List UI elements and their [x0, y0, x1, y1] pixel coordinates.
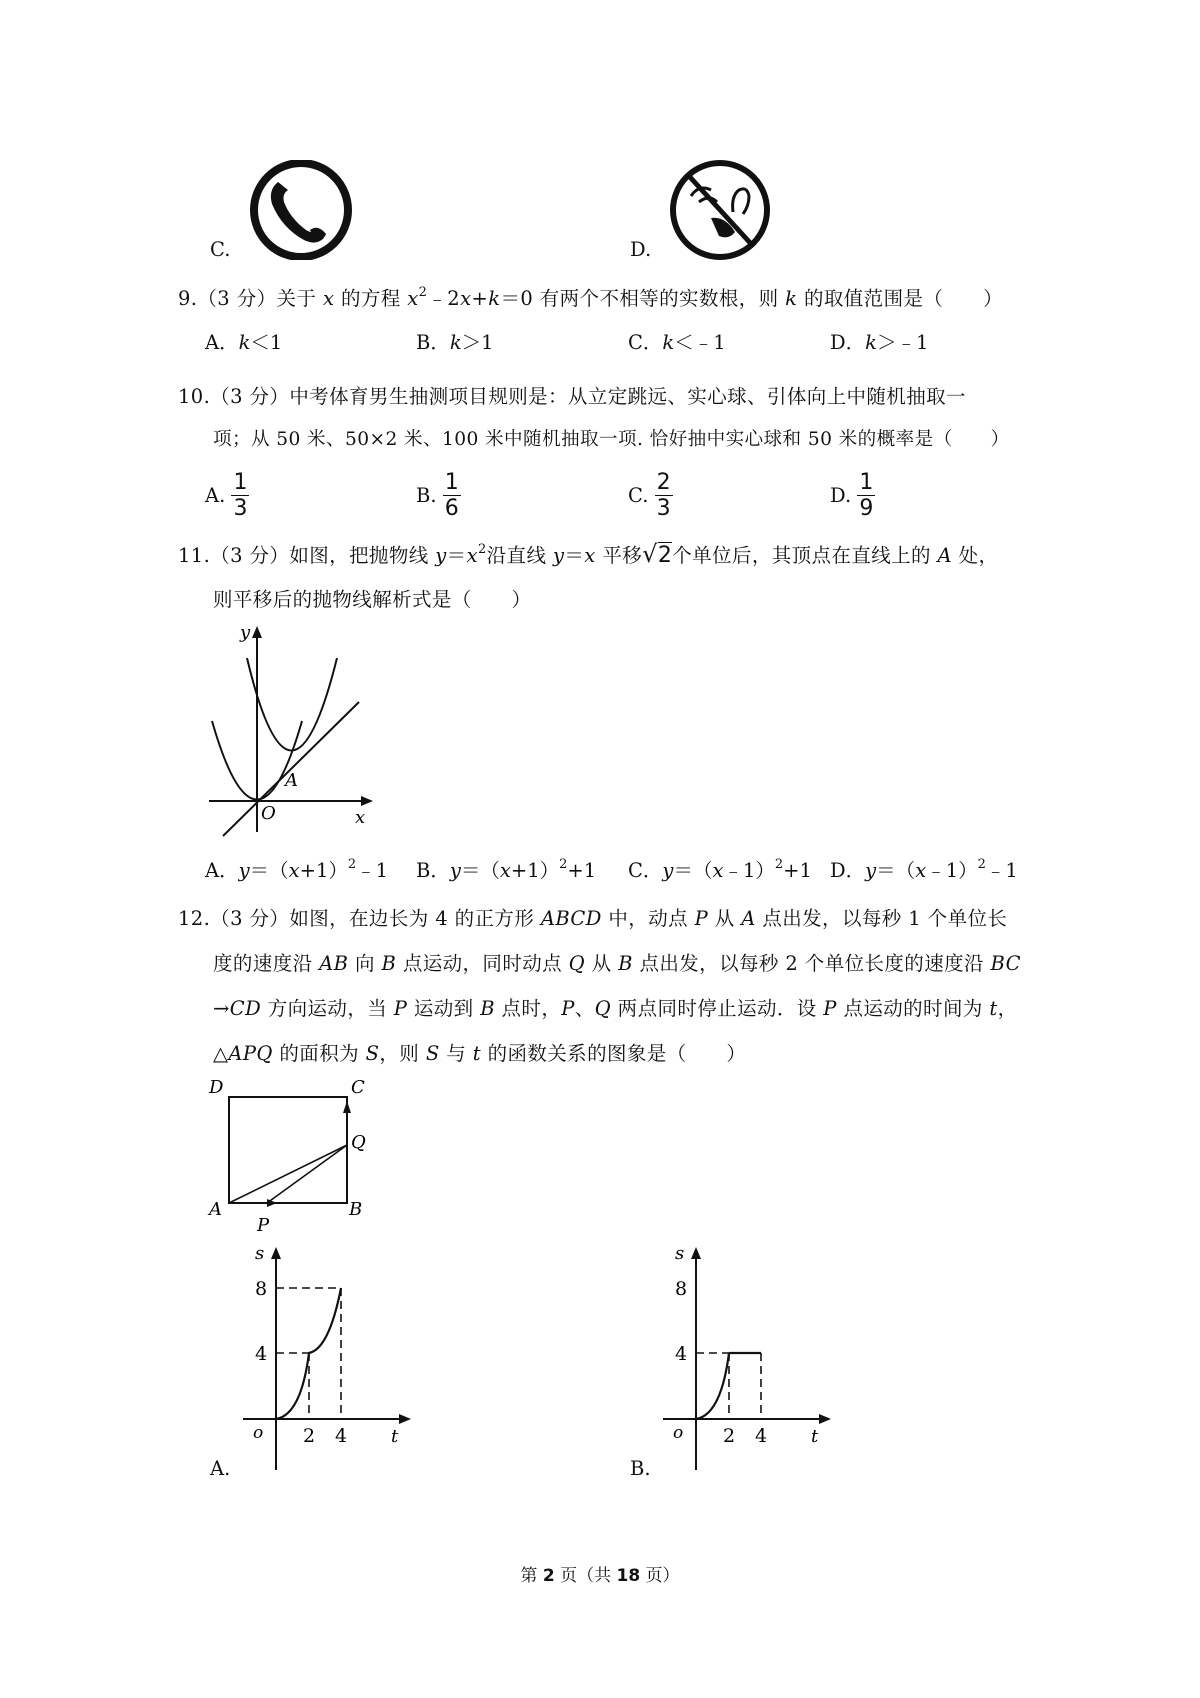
graph-b-label-x4: 4 [755, 1425, 768, 1447]
q11-text: 沿直线 [486, 544, 547, 567]
option-text: ＜1 [250, 331, 283, 354]
q10-option-d [830, 470, 875, 521]
q11-var: x [584, 544, 596, 567]
q12-var: Q [594, 997, 612, 1020]
denominator: 6 [444, 496, 459, 521]
q12-text: 的面积为 [279, 1042, 360, 1065]
option-text: ﹣1 [356, 859, 389, 882]
option-label: D． [830, 859, 866, 882]
option-var: x [712, 859, 724, 882]
option-label: B. [416, 484, 437, 507]
option-exp: 2 [774, 857, 784, 872]
q9-eq-x: x [407, 287, 419, 310]
q12-stem-line1 [178, 903, 1007, 931]
graph-a-label-4: 4 [255, 1343, 268, 1365]
graph-a-label-t: t [391, 1426, 399, 1447]
q9-text: 的方程 [340, 287, 401, 310]
option-label: D. [830, 484, 852, 507]
q11-var: A [937, 544, 953, 567]
q11-option-b [416, 855, 596, 883]
option-label: C． [628, 331, 663, 354]
fraction [857, 470, 875, 521]
q12-text: △ [213, 1042, 229, 1065]
q9-option-c [628, 327, 726, 355]
option-text: ＝（ [460, 859, 500, 882]
q12-text: → [213, 997, 230, 1020]
option-text: ＝（ [249, 859, 289, 882]
q12-var: B [381, 952, 397, 975]
option-text: +1） [299, 859, 348, 882]
q10-option-a [205, 470, 249, 521]
denominator: 9 [859, 496, 874, 521]
q12-text: 、 [574, 997, 595, 1020]
numerator: 1 [233, 470, 248, 495]
option-text: ＞﹣1 [876, 331, 929, 354]
option-exp: 2 [347, 857, 357, 872]
q12-var: S [365, 1042, 380, 1065]
q12-var: P [694, 907, 709, 930]
q12-option-b [625, 1245, 845, 1485]
q12-text: ，则 [379, 1042, 420, 1065]
q11-var: y [435, 544, 447, 567]
page-footer [0, 1561, 1200, 1586]
numerator: 1 [859, 470, 874, 495]
q11-text: 则平移后的抛物线解析式是（ ） [213, 588, 532, 611]
graph-a-label-s: s [255, 1245, 265, 1264]
option-text: +1 [567, 859, 597, 882]
fig-label-x: x [355, 807, 366, 828]
footer-text: 第 [520, 1566, 543, 1586]
q12-graph-b [663, 1245, 843, 1470]
option-var: k [238, 331, 251, 354]
option-var: x [915, 859, 927, 882]
sq-label-d: D [209, 1077, 224, 1098]
q12-var: CD [229, 997, 262, 1020]
option-var: y [238, 859, 250, 882]
q12-text: 与 [446, 1042, 467, 1065]
q11-text: ＝ [446, 544, 467, 567]
option-text: ﹣1 [985, 859, 1018, 882]
q12-text: 运动到 [413, 997, 474, 1020]
option-var: y [865, 859, 877, 882]
option-text: ﹣1） [926, 859, 978, 882]
q11-text: 处， [958, 544, 999, 567]
q11-text: 个单位后，其顶点在直线上的 [672, 544, 931, 567]
sqrt-value: 2 [657, 543, 673, 568]
sq-label-b: B [349, 1199, 363, 1220]
q11-stem-line1 [178, 540, 998, 568]
q12-var: t [472, 1042, 481, 1065]
option-var: k [449, 331, 462, 354]
option-var: x [288, 859, 300, 882]
option-text: ＝（ [673, 859, 713, 882]
q12-var: APQ [228, 1042, 273, 1065]
graph-b-label-4: 4 [675, 1343, 688, 1365]
option-label: A． [205, 331, 239, 354]
q12-square-figure [205, 1075, 375, 1235]
option-text: ＝（ [876, 859, 916, 882]
option-label: C． [628, 859, 663, 882]
option-label: C. [628, 484, 649, 507]
q11-option-a [205, 855, 388, 883]
no-smoking-icon [655, 160, 785, 260]
option-var: k [662, 331, 675, 354]
q11-var: y [552, 544, 565, 567]
graph-a-label-x4: 4 [335, 1425, 348, 1447]
q8-option-c-label: C. [210, 238, 231, 261]
q9-var: k [785, 287, 798, 310]
q12-text: 从 [714, 907, 735, 930]
sq-label-c: C [351, 1077, 365, 1098]
page-number: 2 [542, 1566, 555, 1586]
option-label: D． [830, 331, 866, 354]
option-label: B． [416, 331, 450, 354]
q9-stem [178, 283, 1003, 311]
q10-number: 10. [178, 385, 211, 408]
q10-text: 项；从 50 米、50×2 米、100 米中随机抽取一项. 恰好抽中实心球和 50 米的概率是（ ） [213, 429, 1010, 450]
telephone-icon [238, 160, 368, 260]
q11-option-d [830, 855, 1018, 883]
q12-text: 向 [354, 952, 375, 975]
graph-b-label-8: 8 [675, 1278, 688, 1300]
q11-number: 11. [178, 544, 211, 567]
q12-stem-line2 [213, 948, 1021, 976]
q12-var: P [823, 997, 837, 1020]
graph-b-label-t: t [811, 1426, 819, 1447]
q12-text: 如图，在边长为 4 的正方形 [289, 907, 535, 930]
q11-figure [205, 618, 375, 838]
q9-text: 的取值范围是（ ） [803, 287, 1003, 310]
q12-option-a-label: A. [210, 1457, 231, 1480]
q12-text: 点出发，以每秒 1 个单位长 [762, 907, 1008, 930]
q12-text: 点出发，以每秒 2 个单位长度的速度沿 [639, 952, 984, 975]
q12-text: 的函数关系的图象是（ ） [487, 1042, 747, 1065]
q10-option-b [416, 470, 461, 521]
page-total: 18 [616, 1566, 641, 1586]
q12-stem-line4 [213, 1038, 746, 1066]
fraction [443, 470, 461, 521]
q12-score: （3 分） [210, 907, 290, 930]
numerator: 2 [656, 470, 671, 495]
option-exp: 2 [977, 857, 986, 872]
q12-text: 点运动的时间为 [843, 997, 983, 1020]
q12-text: 点时， [501, 997, 562, 1020]
q9-option-b [416, 327, 494, 355]
graph-a-label-2: 2 [303, 1425, 316, 1447]
q11-option-c [628, 855, 812, 883]
fraction [231, 470, 249, 521]
graph-b-label-2: 2 [723, 1425, 736, 1447]
option-text: ＞1 [461, 331, 494, 354]
denominator: 3 [656, 496, 671, 521]
q12-var: B [480, 997, 495, 1020]
q12-var: P [393, 997, 408, 1020]
q10-stem-line1 [178, 381, 966, 409]
q11-text: ＝ [564, 544, 585, 567]
q12-text: 中，动点 [608, 907, 688, 930]
option-exp: 2 [559, 857, 568, 872]
q12-var: BC [990, 952, 1021, 975]
q12-var: Q [568, 952, 586, 975]
option-text: +1） [510, 859, 560, 882]
q11-var: x [466, 544, 478, 567]
q12-graph-a [243, 1245, 423, 1470]
sq-label-q: Q [351, 1132, 366, 1153]
q9-eq-exp: 2 [418, 285, 428, 300]
q10-stem-line2 [213, 425, 1010, 451]
q12-var: t [989, 997, 998, 1020]
option-text: ＜﹣1 [674, 331, 726, 354]
graph-a-label-8: 8 [255, 1278, 268, 1300]
q12-var: AB [319, 952, 349, 975]
option-var: y [449, 859, 461, 882]
option-var: y [662, 859, 674, 882]
q9-score: （3 分） [197, 287, 277, 310]
q9-eq: k [488, 287, 501, 310]
q9-eq: + [471, 287, 489, 310]
q9-text: 关于 [276, 287, 317, 310]
q11-text: 平移 [602, 544, 643, 567]
q8-option-c [205, 160, 355, 260]
q9-var: x [322, 287, 335, 310]
option-var: x [499, 859, 511, 882]
q11-score: （3 分） [210, 544, 290, 567]
q9-eq: x [460, 287, 472, 310]
option-var: k [865, 331, 877, 354]
option-label: A. [205, 484, 226, 507]
q12-option-a [205, 1245, 425, 1485]
numerator: 1 [444, 470, 459, 495]
option-label: B． [416, 859, 450, 882]
footer-text: 页（共 [554, 1566, 617, 1586]
q10-text: 中考体育男生抽测项目规则是：从立定跳远、实心球、引体向上中随机抽取一 [289, 385, 966, 408]
q12-stem-line3 [213, 993, 1018, 1021]
q12-text: 方向运动，当 [267, 997, 388, 1020]
option-label: A． [205, 859, 239, 882]
sqrt-sign-icon: √ [642, 540, 658, 568]
option-text: ﹣1） [723, 859, 775, 882]
q9-text: ＝0 有两个不相等的实数根，则 [500, 287, 779, 310]
sq-label-a: A [209, 1199, 222, 1220]
sq-label-p: P [257, 1215, 270, 1235]
footer-text: 页） [640, 1566, 680, 1586]
q11-exp: 2 [477, 542, 487, 557]
q9-number: 9. [178, 287, 198, 310]
q12-text: ， [997, 997, 1018, 1020]
q12-text: 从 [591, 952, 612, 975]
q12-option-b-label: B. [630, 1457, 651, 1480]
q10-score: （3 分） [210, 385, 290, 408]
q12-number: 12. [178, 907, 211, 930]
q12-var: A [741, 907, 756, 930]
denominator: 3 [233, 496, 248, 521]
fraction [655, 470, 673, 521]
q9-option-a [205, 327, 282, 355]
fig-label-o: O [261, 803, 276, 824]
fig-label-a: A [285, 770, 298, 791]
q12-var: ABCD [540, 907, 602, 930]
q9-eq: ﹣2 [427, 287, 461, 310]
q9-option-d [830, 327, 928, 355]
graph-b-label-o: o [673, 1423, 684, 1443]
q12-var: P [561, 997, 575, 1020]
graph-a-label-o: o [253, 1423, 264, 1443]
option-text: +1 [783, 859, 812, 882]
q12-text: 度的速度沿 [213, 952, 313, 975]
q10-option-c [628, 470, 673, 521]
q11-stem-line2 [213, 584, 531, 612]
q12-var: S [425, 1042, 440, 1065]
q12-text: 两点同时停止运动．设 [617, 997, 817, 1020]
q12-var: B [618, 952, 633, 975]
graph-b-label-s: s [675, 1245, 685, 1264]
q12-text: 点运动，同时动点 [402, 952, 563, 975]
fig-label-y: y [240, 622, 251, 643]
q8-option-d [625, 160, 785, 260]
q11-text: 如图，把抛物线 [289, 544, 429, 567]
q8-option-d-label: D. [630, 238, 652, 261]
